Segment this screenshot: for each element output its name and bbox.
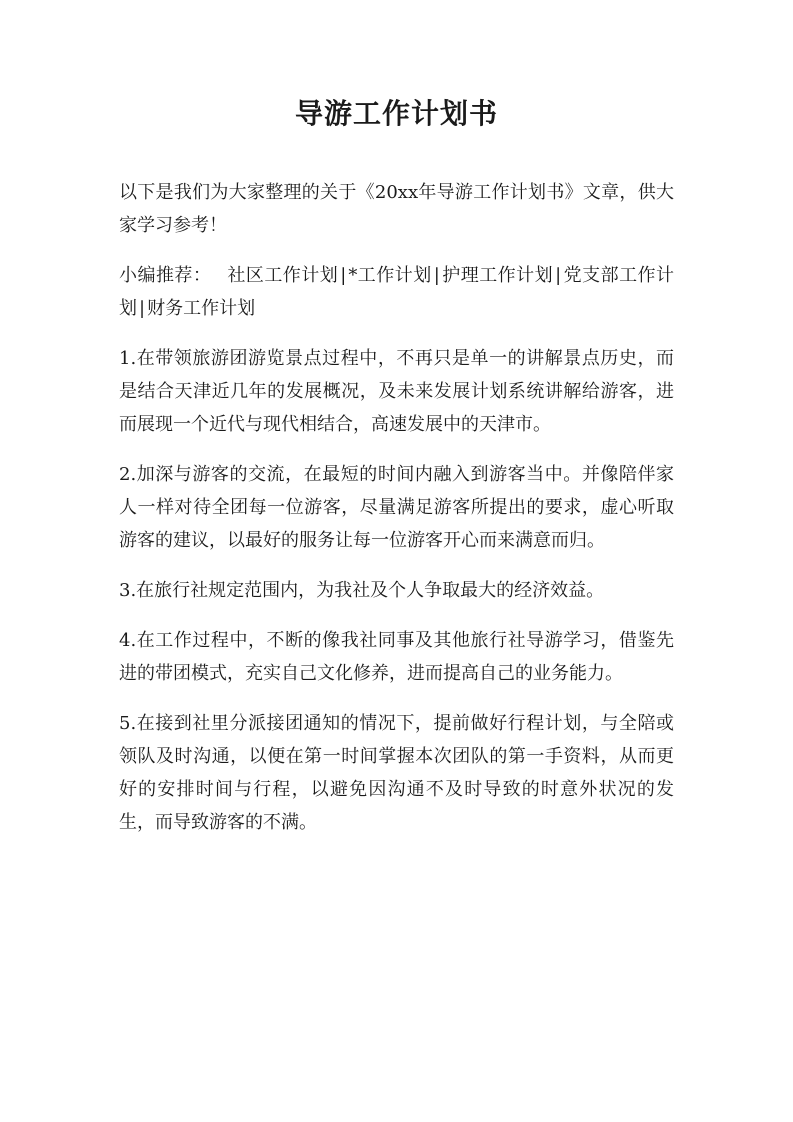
document-title: 导游工作计划书 <box>294 97 498 130</box>
recommend-separator: | <box>139 298 146 319</box>
body-paragraph-4: 4.在工作过程中，不断的像我社同事及其他旅行社导游学习，借鉴先进的带团模式，充实自己文化修养，进而提高自己的业务能力。 <box>119 630 674 684</box>
body-paragraph-2: 2.加深与游客的交流，在最短的时间内融入到游客当中。并像陪伴家人一样对待全团每一位游客，尽量满足游客所提出的要求，虚心听取游客的建议，以最好的服务让每一位游客开心而来满意而归。 <box>119 464 674 551</box>
body-paragraph-5: 5.在接到社里分派接团通知的情况下，提前做好行程计划，与全陪或领队及时沟通，以便在第一时间掌握本次团队的第一手资料，从而更好的安排时间与行程，以避免因沟通不及时导致的时意外状况的发生，而导致游客的不满。 <box>119 713 674 833</box>
recommend-prefix: 小编推荐： <box>119 265 212 286</box>
body-paragraph-1: 1.在带领旅游团游览景点过程中，不再只是单一的讲解景点历史，而是结合天津近几年的发展概况，及未来发展计划系统讲解给游客，进而展现一个近代与现代相结合，高速发展中的天津市。 <box>119 348 674 435</box>
recommend-link-generic[interactable]: *工作计划 <box>348 265 432 286</box>
recommend-separator: | <box>555 265 562 286</box>
recommend-separator: | <box>433 265 440 286</box>
body-paragraph-3: 3.在旅行社规定范围内，为我社及个人争取最大的经济效益。 <box>119 580 605 601</box>
intro-paragraph: 以下是我们为大家整理的关于《20xx年导游工作计划书》文章，供大家学习参考！ <box>119 182 674 236</box>
recommend-paragraph <box>119 259 674 325</box>
recommend-link-finance[interactable]: 财务工作计划 <box>147 298 256 319</box>
recommend-link-party-branch[interactable]: 党支部工作计划 <box>119 265 675 319</box>
recommend-link-community[interactable]: 社区工作计划 <box>227 265 339 286</box>
recommend-link-nursing[interactable]: 护理工作计划 <box>441 265 554 286</box>
recommend-separator: | <box>340 265 347 286</box>
